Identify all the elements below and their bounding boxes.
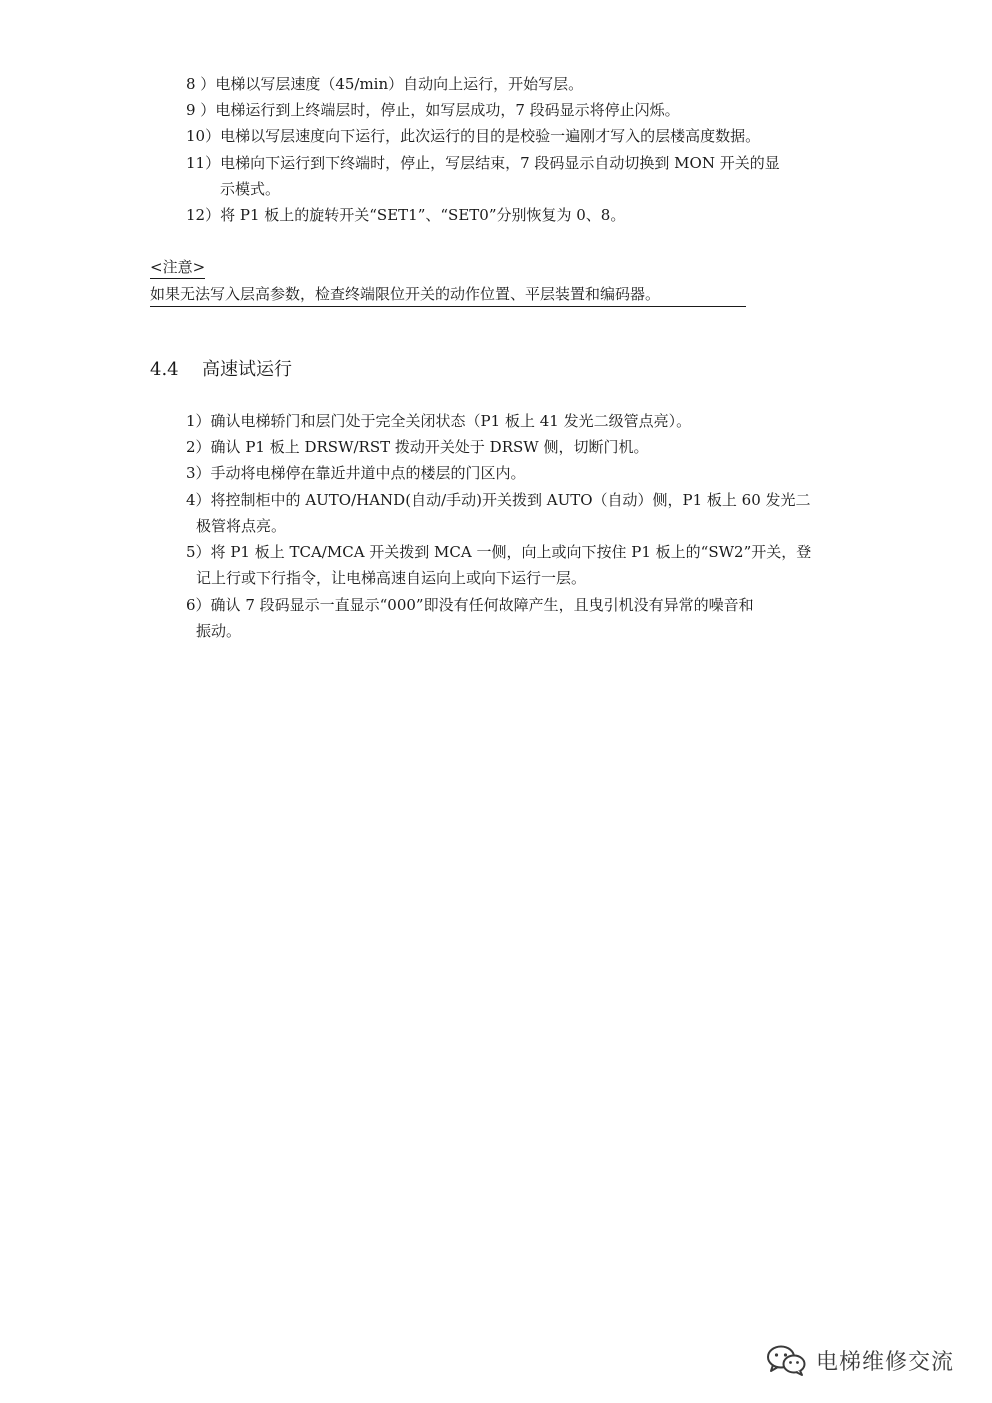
list-item-text: 手动将电梯停在靠近井道中点的楼层的门区内。 xyxy=(210,464,526,482)
list-item xyxy=(186,123,760,149)
note-text: 如果无法写入层高参数，检查终端限位开关的动作位置、平层装置和编码器。 xyxy=(150,282,746,307)
list-item xyxy=(186,592,754,618)
list-item-continuation: 振动。 xyxy=(196,622,242,640)
list-item-text: 确认电梯轿门和层门处于完全关闭状态（P1 板上 41 发光二级管点亮）。 xyxy=(210,412,692,430)
list-item-text: 将控制柜中的 AUTO/HAND(自动/手动)开关拨到 AUTO（自动）侧，P1 板上 60 发光二 xyxy=(210,491,811,509)
list-item-text: 将 P1 板上的旋转开关“SET1”、“SET0”分别恢复为 0、8。 xyxy=(220,206,626,224)
list-item-number: 10） xyxy=(186,127,221,145)
list-item-number: 6） xyxy=(186,596,211,614)
list-item xyxy=(186,150,780,176)
list-item-text: 将 P1 板上 TCA/MCA 开关拨到 MCA 一侧，向上或向下按住 P1 板上的“SW2”开关，登 xyxy=(210,543,812,561)
wechat-icon xyxy=(764,1343,808,1377)
note-title: <注意> xyxy=(150,256,205,279)
list-item-number: 3） xyxy=(186,464,211,482)
list-item-number: 5） xyxy=(186,543,211,561)
list-item xyxy=(186,434,648,460)
list-item xyxy=(186,539,811,565)
list-item xyxy=(186,71,583,97)
list-item-number: 8 ） xyxy=(186,75,216,93)
list-item xyxy=(186,408,691,434)
list-item xyxy=(186,202,625,228)
list-item-continuation: 示模式。 xyxy=(220,180,281,198)
list-item-text: 电梯以写层速度向下运行，此次运行的目的是校验一遍刚才写入的层楼高度数据。 xyxy=(220,127,761,145)
watermark-text: 电梯维修交流 xyxy=(816,1349,955,1375)
list-item-continuation: 极管将点亮。 xyxy=(196,517,287,535)
list-item-text: 电梯向下运行到下终端时，停止，写层结束，7 段码显示自动切换到 MON 开关的显 xyxy=(220,154,780,172)
list-item-text: 电梯运行到上终端层时，停止，如写层成功，7 段码显示将停止闪烁。 xyxy=(215,101,680,119)
list-item-text: 确认 P1 板上 DRSW/RST 拨动开关处于 DRSW 侧，切断门机。 xyxy=(210,438,649,456)
list-item xyxy=(186,460,526,486)
list-item-continuation: 记上行或下行指令，让电梯高速自运向上或向下运行一层。 xyxy=(196,569,587,587)
list-item xyxy=(186,97,680,123)
section-title: 高速试运行 xyxy=(202,359,292,380)
section-heading xyxy=(150,356,292,384)
list-item-number: 4） xyxy=(186,491,211,509)
list-item-number: 1） xyxy=(186,412,211,430)
list-item-number: 12） xyxy=(186,206,221,224)
list-item xyxy=(186,487,811,513)
list-item-number: 9 ） xyxy=(186,101,216,119)
list-item-text: 电梯以写层速度（45/min）自动向上运行，开始写层。 xyxy=(215,75,584,93)
list-item-number: 2） xyxy=(186,438,211,456)
list-item-text: 确认 7 段码显示一直显示“000”即没有任何故障产生，且曳引机没有异常的噪音和 xyxy=(210,596,754,614)
watermark xyxy=(764,1340,954,1380)
section-number: 4.4 xyxy=(150,359,179,380)
list-item-number: 11） xyxy=(186,154,221,172)
note-block xyxy=(150,254,746,307)
